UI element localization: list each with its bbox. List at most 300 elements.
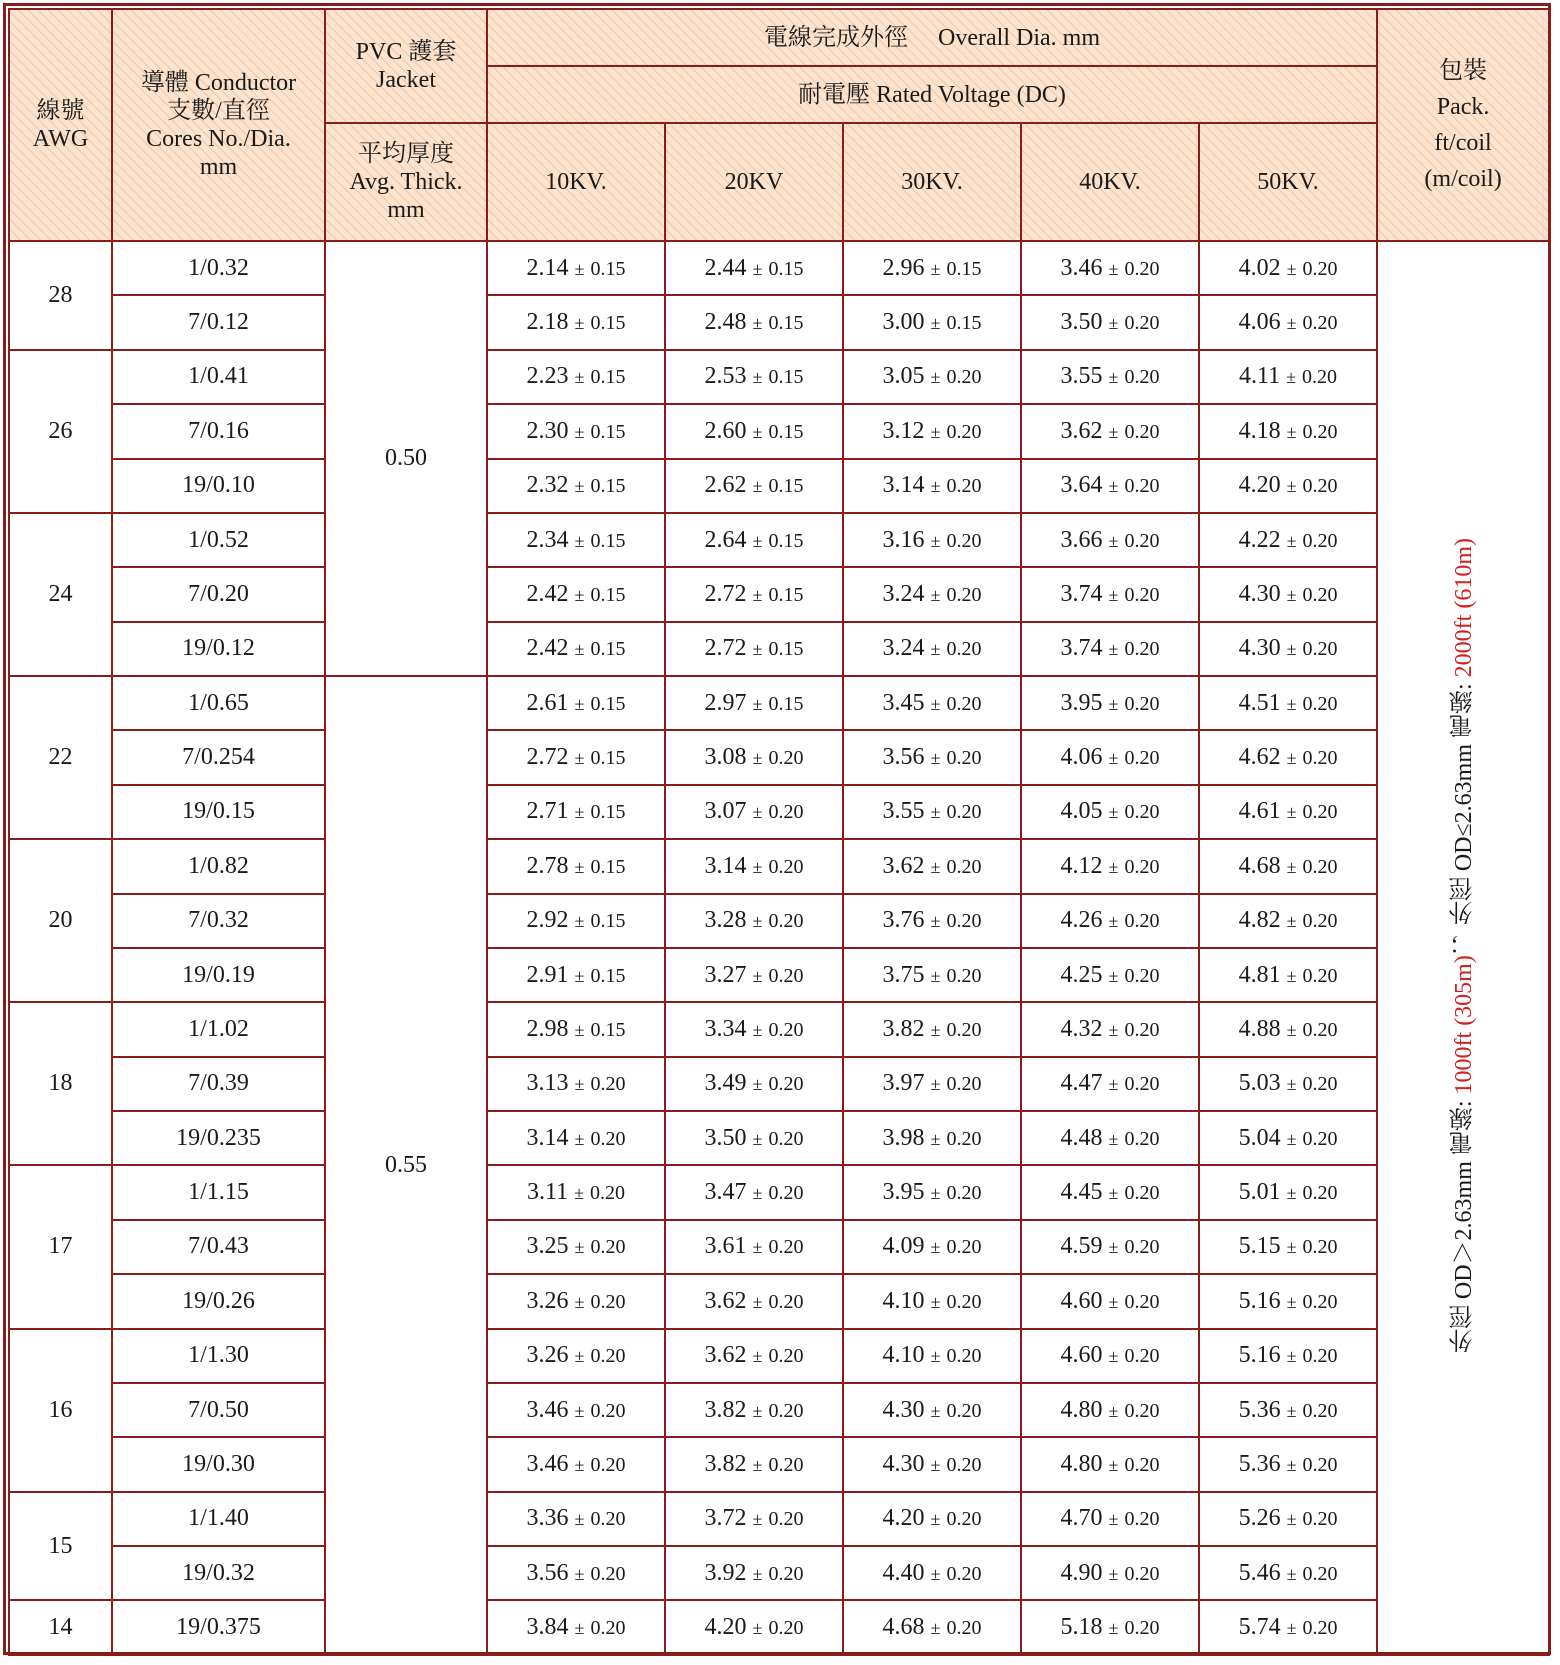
diameter-value: 3.12 bbox=[882, 417, 925, 444]
diameter-value: 2.42 bbox=[526, 580, 569, 607]
plus-minus-symbol: ± bbox=[930, 1128, 941, 1149]
diameter-cell bbox=[487, 1111, 665, 1165]
diameter-value: 4.59 bbox=[1060, 1233, 1103, 1260]
voltage-header-50kv: 50KV. bbox=[1199, 123, 1377, 241]
plus-minus-symbol: ± bbox=[752, 1291, 763, 1312]
diameter-cell bbox=[665, 1546, 843, 1600]
plus-minus-symbol: ± bbox=[574, 1237, 585, 1258]
tolerance-value: 0.15 bbox=[590, 583, 626, 606]
diameter-value: 3.26 bbox=[526, 1342, 569, 1369]
table-row bbox=[9, 1383, 1549, 1437]
diameter-cell bbox=[1021, 404, 1199, 458]
plus-minus-symbol: ± bbox=[1286, 1618, 1297, 1639]
tolerance-value: 0.20 bbox=[1124, 1562, 1160, 1585]
diameter-value: 4.02 bbox=[1238, 254, 1281, 281]
awg-cell: 14 bbox=[9, 1600, 112, 1655]
diameter-cell bbox=[1021, 295, 1199, 349]
plus-minus-symbol: ± bbox=[1286, 1128, 1297, 1149]
diameter-cell bbox=[487, 1057, 665, 1111]
plus-minus-symbol: ± bbox=[1108, 584, 1119, 605]
avg-thick-header bbox=[325, 123, 487, 241]
tolerance-value: 0.20 bbox=[1302, 366, 1338, 389]
tolerance-value: 0.20 bbox=[946, 1562, 982, 1585]
plus-minus-symbol: ± bbox=[930, 693, 941, 714]
conductor-header-line2: 支數/直徑 bbox=[167, 98, 270, 124]
tolerance-value: 0.20 bbox=[590, 1617, 626, 1640]
tolerance-value: 0.20 bbox=[1124, 1182, 1160, 1205]
pack-header bbox=[1377, 9, 1549, 241]
diameter-value: 3.62 bbox=[882, 852, 925, 879]
plus-minus-symbol: ± bbox=[930, 476, 941, 497]
conductor-cell: 1/1.30 bbox=[112, 1329, 325, 1383]
table-row bbox=[9, 1274, 1549, 1328]
tolerance-value: 0.20 bbox=[946, 1236, 982, 1259]
diameter-value: 4.60 bbox=[1060, 1342, 1103, 1369]
tolerance-value: 0.20 bbox=[1302, 312, 1338, 335]
plus-minus-symbol: ± bbox=[752, 856, 763, 877]
tolerance-value: 0.20 bbox=[768, 1073, 804, 1096]
plus-minus-symbol: ± bbox=[1286, 1509, 1297, 1530]
plus-minus-symbol: ± bbox=[930, 1183, 941, 1204]
diameter-cell bbox=[1021, 1274, 1199, 1328]
diameter-cell bbox=[487, 1437, 665, 1491]
plus-minus-symbol: ± bbox=[574, 639, 585, 660]
diameter-value: 3.92 bbox=[704, 1559, 747, 1586]
table-row bbox=[9, 1437, 1549, 1491]
pack-note-cell bbox=[1377, 241, 1549, 1655]
diameter-value: 2.71 bbox=[526, 798, 569, 825]
diameter-value: 4.11 bbox=[1239, 363, 1281, 390]
plus-minus-symbol: ± bbox=[930, 639, 941, 660]
plus-minus-symbol: ± bbox=[752, 693, 763, 714]
diameter-value: 4.12 bbox=[1060, 852, 1103, 879]
diameter-value: 5.46 bbox=[1238, 1559, 1281, 1586]
diameter-cell bbox=[665, 948, 843, 1002]
plus-minus-symbol: ± bbox=[752, 1563, 763, 1584]
plus-minus-symbol: ± bbox=[930, 1019, 941, 1040]
diameter-cell bbox=[487, 1329, 665, 1383]
diameter-cell bbox=[1021, 459, 1199, 513]
diameter-value: 2.42 bbox=[526, 635, 569, 662]
awg-cell: 18 bbox=[9, 1002, 112, 1165]
conductor-header-line3: Cores No./Dia. bbox=[146, 126, 291, 152]
diameter-cell bbox=[665, 404, 843, 458]
plus-minus-symbol: ± bbox=[752, 965, 763, 986]
diameter-value: 5.04 bbox=[1238, 1124, 1281, 1151]
tolerance-value: 0.20 bbox=[1124, 1127, 1160, 1150]
tolerance-value: 0.20 bbox=[768, 910, 804, 933]
conductor-cell: 19/0.15 bbox=[112, 785, 325, 839]
diameter-cell bbox=[1199, 676, 1377, 730]
tolerance-value: 0.20 bbox=[946, 1345, 982, 1368]
plus-minus-symbol: ± bbox=[1108, 639, 1119, 660]
diameter-value: 4.25 bbox=[1060, 961, 1103, 988]
pack-note-part2: 1000ft (305m) bbox=[1450, 955, 1477, 1095]
awg-cell: 22 bbox=[9, 676, 112, 839]
plus-minus-symbol: ± bbox=[752, 313, 763, 334]
plus-minus-symbol: ± bbox=[1108, 1400, 1119, 1421]
diameter-value: 3.74 bbox=[1060, 635, 1103, 662]
conductor-cell: 1/1.40 bbox=[112, 1492, 325, 1546]
plus-minus-symbol: ± bbox=[574, 530, 585, 551]
diameter-cell bbox=[487, 785, 665, 839]
conductor-header bbox=[112, 9, 325, 241]
tolerance-value: 0.20 bbox=[1124, 1236, 1160, 1259]
plus-minus-symbol: ± bbox=[1286, 476, 1297, 497]
plus-minus-symbol: ± bbox=[1286, 421, 1297, 442]
tolerance-value: 0.20 bbox=[1124, 312, 1160, 335]
diameter-value: 4.30 bbox=[882, 1396, 925, 1423]
tolerance-value: 0.15 bbox=[768, 583, 804, 606]
table-row bbox=[9, 1220, 1549, 1274]
plus-minus-symbol: ± bbox=[930, 1563, 941, 1584]
diameter-cell bbox=[1021, 1437, 1199, 1491]
conductor-cell: 7/0.16 bbox=[112, 404, 325, 458]
plus-minus-symbol: ± bbox=[1108, 1563, 1119, 1584]
diameter-cell bbox=[1199, 839, 1377, 893]
diameter-cell bbox=[843, 730, 1021, 784]
tolerance-value: 0.20 bbox=[1302, 855, 1338, 878]
plus-minus-symbol: ± bbox=[752, 639, 763, 660]
diameter-cell bbox=[487, 295, 665, 349]
diameter-value: 2.78 bbox=[526, 852, 569, 879]
diameter-cell bbox=[843, 350, 1021, 404]
diameter-cell bbox=[843, 1057, 1021, 1111]
jacket-thickness-cell: 0.50 bbox=[325, 241, 487, 676]
diameter-cell bbox=[843, 1600, 1021, 1655]
table-row bbox=[9, 622, 1549, 676]
diameter-cell bbox=[665, 295, 843, 349]
diameter-cell bbox=[843, 622, 1021, 676]
tolerance-value: 0.20 bbox=[1302, 1508, 1338, 1531]
conductor-cell: 7/0.12 bbox=[112, 295, 325, 349]
awg-cell: 28 bbox=[9, 241, 112, 350]
tolerance-value: 0.20 bbox=[1124, 583, 1160, 606]
tolerance-value: 0.20 bbox=[1124, 964, 1160, 987]
plus-minus-symbol: ± bbox=[1286, 1454, 1297, 1475]
conductor-header-line1: 導體 Conductor bbox=[140, 70, 297, 96]
tolerance-value: 0.20 bbox=[946, 692, 982, 715]
diameter-cell bbox=[1199, 785, 1377, 839]
diameter-value: 5.03 bbox=[1238, 1070, 1281, 1097]
diameter-cell bbox=[665, 730, 843, 784]
tolerance-value: 0.20 bbox=[1124, 1018, 1160, 1041]
tolerance-value: 0.20 bbox=[1302, 910, 1338, 933]
diameter-value: 3.46 bbox=[526, 1450, 569, 1477]
diameter-value: 2.61 bbox=[526, 689, 569, 716]
tolerance-value: 0.20 bbox=[1124, 638, 1160, 661]
tolerance-value: 0.15 bbox=[590, 964, 626, 987]
diameter-value: 3.46 bbox=[526, 1396, 569, 1423]
diameter-cell bbox=[665, 1111, 843, 1165]
pack-header-line2: Pack. bbox=[1436, 94, 1490, 120]
diameter-cell bbox=[665, 459, 843, 513]
diameter-value: 3.45 bbox=[882, 689, 925, 716]
diameter-cell bbox=[1199, 1165, 1377, 1219]
tolerance-value: 0.20 bbox=[768, 855, 804, 878]
tolerance-value: 0.20 bbox=[946, 420, 982, 443]
awg-cell: 17 bbox=[9, 1165, 112, 1328]
wire-spec-table bbox=[8, 8, 1550, 1656]
diameter-cell bbox=[843, 241, 1021, 295]
diameter-value: 3.24 bbox=[882, 635, 925, 662]
diameter-value: 5.15 bbox=[1238, 1233, 1281, 1260]
plus-minus-symbol: ± bbox=[1108, 1237, 1119, 1258]
tolerance-value: 0.20 bbox=[590, 1399, 626, 1422]
tolerance-value: 0.20 bbox=[946, 638, 982, 661]
tolerance-value: 0.20 bbox=[768, 1236, 804, 1259]
plus-minus-symbol: ± bbox=[574, 802, 585, 823]
pack-note-part1: 外徑 OD＞2.63mm 電線: bbox=[1450, 1094, 1477, 1354]
plus-minus-symbol: ± bbox=[930, 1400, 941, 1421]
plus-minus-symbol: ± bbox=[752, 1454, 763, 1475]
plus-minus-symbol: ± bbox=[574, 1618, 585, 1639]
diameter-cell bbox=[665, 1220, 843, 1274]
diameter-cell bbox=[1199, 459, 1377, 513]
tolerance-value: 0.20 bbox=[768, 747, 804, 770]
diameter-value: 3.84 bbox=[526, 1614, 569, 1641]
plus-minus-symbol: ± bbox=[1286, 584, 1297, 605]
plus-minus-symbol: ± bbox=[1286, 258, 1297, 279]
tolerance-value: 0.20 bbox=[1302, 529, 1338, 552]
tolerance-value: 0.20 bbox=[768, 1453, 804, 1476]
tolerance-value: 0.15 bbox=[590, 475, 626, 498]
conductor-cell: 7/0.39 bbox=[112, 1057, 325, 1111]
table-row bbox=[9, 785, 1549, 839]
tolerance-value: 0.20 bbox=[1302, 692, 1338, 715]
tolerance-value: 0.20 bbox=[590, 1345, 626, 1368]
diameter-cell bbox=[1199, 350, 1377, 404]
diameter-value: 5.36 bbox=[1238, 1396, 1281, 1423]
tolerance-value: 0.20 bbox=[1302, 257, 1338, 280]
tolerance-value: 0.15 bbox=[768, 692, 804, 715]
conductor-cell: 1/0.82 bbox=[112, 839, 325, 893]
diameter-value: 3.82 bbox=[704, 1396, 747, 1423]
diameter-value: 4.68 bbox=[882, 1614, 925, 1641]
tolerance-value: 0.20 bbox=[1124, 1453, 1160, 1476]
diameter-value: 3.55 bbox=[882, 798, 925, 825]
diameter-value: 2.18 bbox=[526, 309, 569, 336]
tolerance-value: 0.20 bbox=[946, 529, 982, 552]
diameter-value: 3.74 bbox=[1060, 580, 1103, 607]
diameter-value: 3.56 bbox=[882, 744, 925, 771]
plus-minus-symbol: ± bbox=[1286, 911, 1297, 932]
table-row bbox=[9, 513, 1549, 567]
plus-minus-symbol: ± bbox=[1108, 693, 1119, 714]
diameter-value: 4.20 bbox=[704, 1614, 747, 1641]
diameter-cell bbox=[487, 622, 665, 676]
diameter-cell bbox=[1199, 730, 1377, 784]
diameter-value: 2.97 bbox=[704, 689, 747, 716]
plus-minus-symbol: ± bbox=[752, 476, 763, 497]
plus-minus-symbol: ± bbox=[930, 1346, 941, 1367]
diameter-value: 4.45 bbox=[1060, 1179, 1103, 1206]
jacket-header-line2: Jacket bbox=[376, 67, 436, 93]
tolerance-value: 0.20 bbox=[1302, 747, 1338, 770]
tolerance-value: 0.20 bbox=[590, 1508, 626, 1531]
diameter-value: 3.50 bbox=[1060, 309, 1103, 336]
diameter-value: 2.32 bbox=[526, 472, 569, 499]
plus-minus-symbol: ± bbox=[930, 421, 941, 442]
plus-minus-symbol: ± bbox=[1108, 1618, 1119, 1639]
diameter-cell bbox=[487, 730, 665, 784]
plus-minus-symbol: ± bbox=[574, 1509, 585, 1530]
diameter-cell bbox=[487, 1220, 665, 1274]
diameter-value: 2.96 bbox=[882, 254, 925, 281]
tolerance-value: 0.15 bbox=[590, 420, 626, 443]
table-row bbox=[9, 1546, 1549, 1600]
conductor-cell: 7/0.50 bbox=[112, 1383, 325, 1437]
diameter-cell bbox=[665, 1274, 843, 1328]
tolerance-value: 0.20 bbox=[946, 1182, 982, 1205]
diameter-cell bbox=[843, 295, 1021, 349]
tolerance-value: 0.20 bbox=[946, 964, 982, 987]
awg-cell: 20 bbox=[9, 839, 112, 1002]
diameter-value: 5.18 bbox=[1060, 1614, 1103, 1641]
diameter-cell bbox=[487, 1492, 665, 1546]
tolerance-value: 0.15 bbox=[768, 475, 804, 498]
diameter-value: 4.18 bbox=[1238, 417, 1281, 444]
table-row bbox=[9, 1165, 1549, 1219]
diameter-value: 3.72 bbox=[704, 1505, 747, 1532]
tolerance-value: 0.15 bbox=[768, 312, 804, 335]
tolerance-value: 0.15 bbox=[590, 366, 626, 389]
pack-header-line3: ft/coil bbox=[1434, 130, 1492, 156]
tolerance-value: 0.20 bbox=[768, 964, 804, 987]
diameter-cell bbox=[1021, 622, 1199, 676]
diameter-cell bbox=[1021, 1002, 1199, 1056]
diameter-cell bbox=[1199, 1002, 1377, 1056]
plus-minus-symbol: ± bbox=[1286, 1237, 1297, 1258]
plus-minus-symbol: ± bbox=[930, 802, 941, 823]
diameter-value: 3.26 bbox=[526, 1287, 569, 1314]
diameter-value: 2.72 bbox=[704, 635, 747, 662]
diameter-cell bbox=[487, 241, 665, 295]
diameter-cell bbox=[1199, 241, 1377, 295]
diameter-cell bbox=[487, 1165, 665, 1219]
plus-minus-symbol: ± bbox=[1108, 367, 1119, 388]
diameter-value: 3.98 bbox=[882, 1124, 925, 1151]
tolerance-value: 0.20 bbox=[946, 801, 982, 824]
plus-minus-symbol: ± bbox=[1108, 802, 1119, 823]
table-row bbox=[9, 1492, 1549, 1546]
diameter-cell bbox=[487, 676, 665, 730]
diameter-cell bbox=[843, 839, 1021, 893]
tolerance-value: 0.20 bbox=[1302, 1399, 1338, 1422]
awg-header-zh: 線號 bbox=[36, 98, 85, 124]
tolerance-value: 0.20 bbox=[590, 1182, 625, 1205]
diameter-value: 4.05 bbox=[1060, 798, 1103, 825]
diameter-value: 3.47 bbox=[704, 1179, 747, 1206]
plus-minus-symbol: ± bbox=[574, 1183, 584, 1204]
tolerance-value: 0.15 bbox=[590, 529, 626, 552]
diameter-value: 3.61 bbox=[704, 1233, 747, 1260]
table-row bbox=[9, 459, 1549, 513]
pack-note-part4: 2000ft (610m) bbox=[1450, 537, 1477, 678]
diameter-cell bbox=[665, 622, 843, 676]
diameter-value: 4.09 bbox=[882, 1233, 925, 1260]
diameter-value: 4.30 bbox=[882, 1450, 925, 1477]
diameter-value: 4.22 bbox=[1238, 526, 1281, 553]
diameter-cell bbox=[1199, 1111, 1377, 1165]
tolerance-value: 0.20 bbox=[1302, 1453, 1338, 1476]
diameter-cell bbox=[1021, 1329, 1199, 1383]
diameter-value: 2.91 bbox=[526, 961, 569, 988]
tolerance-value: 0.20 bbox=[946, 747, 982, 770]
plus-minus-symbol: ± bbox=[1108, 258, 1119, 279]
diameter-value: 2.34 bbox=[526, 526, 569, 553]
diameter-cell bbox=[1199, 567, 1377, 621]
tolerance-value: 0.20 bbox=[768, 1018, 804, 1041]
diameter-cell bbox=[1021, 1057, 1199, 1111]
table-row bbox=[9, 350, 1549, 404]
plus-minus-symbol: ± bbox=[574, 748, 585, 769]
table-row bbox=[9, 1057, 1549, 1111]
diameter-value: 4.20 bbox=[882, 1505, 925, 1532]
diameter-value: 4.90 bbox=[1060, 1559, 1103, 1586]
diameter-cell bbox=[1199, 1546, 1377, 1600]
plus-minus-symbol: ± bbox=[1108, 530, 1119, 551]
diameter-value: 3.14 bbox=[526, 1124, 569, 1151]
tolerance-value: 0.20 bbox=[1302, 964, 1338, 987]
diameter-cell bbox=[1199, 1220, 1377, 1274]
tolerance-value: 0.20 bbox=[1302, 801, 1338, 824]
conductor-cell: 19/0.10 bbox=[112, 459, 325, 513]
tolerance-value: 0.20 bbox=[1302, 1562, 1338, 1585]
tolerance-value: 0.20 bbox=[768, 1127, 804, 1150]
plus-minus-symbol: ± bbox=[574, 1400, 585, 1421]
diameter-value: 4.80 bbox=[1060, 1450, 1103, 1477]
plus-minus-symbol: ± bbox=[1286, 530, 1297, 551]
diameter-value: 3.08 bbox=[704, 744, 747, 771]
plus-minus-symbol: ± bbox=[930, 856, 941, 877]
diameter-cell bbox=[1021, 1383, 1199, 1437]
tolerance-value: 0.20 bbox=[946, 1290, 982, 1313]
diameter-cell bbox=[1021, 513, 1199, 567]
diameter-value: 4.10 bbox=[882, 1287, 925, 1314]
diameter-cell bbox=[1199, 1437, 1377, 1491]
diameter-value: 2.64 bbox=[704, 526, 747, 553]
tolerance-value: 0.15 bbox=[946, 312, 982, 335]
plus-minus-symbol: ± bbox=[1108, 748, 1119, 769]
diameter-value: 3.64 bbox=[1060, 472, 1103, 499]
overall-dia-header: 電線完成外徑 Overall Dia. mm bbox=[487, 9, 1377, 66]
diameter-cell bbox=[1021, 1600, 1199, 1655]
plus-minus-symbol: ± bbox=[1286, 965, 1297, 986]
conductor-cell: 1/1.15 bbox=[112, 1165, 325, 1219]
plus-minus-symbol: ± bbox=[930, 313, 941, 334]
plus-minus-symbol: ± bbox=[752, 584, 763, 605]
plus-minus-symbol: ± bbox=[930, 530, 941, 551]
plus-minus-symbol: ± bbox=[752, 911, 763, 932]
diameter-cell bbox=[487, 1600, 665, 1655]
tolerance-value: 0.20 bbox=[768, 1399, 804, 1422]
diameter-cell bbox=[487, 894, 665, 948]
plus-minus-symbol: ± bbox=[1286, 367, 1297, 388]
tolerance-value: 0.20 bbox=[1124, 475, 1160, 498]
tolerance-value: 0.20 bbox=[768, 1508, 804, 1531]
tolerance-value: 0.15 bbox=[590, 312, 626, 335]
diameter-cell bbox=[1021, 785, 1199, 839]
diameter-cell bbox=[1021, 1492, 1199, 1546]
voltage-header-10kv: 10KV. bbox=[487, 123, 665, 241]
diameter-value: 3.95 bbox=[882, 1179, 925, 1206]
diameter-value: 2.23 bbox=[526, 363, 569, 390]
tolerance-value: 0.20 bbox=[1124, 1508, 1160, 1531]
diameter-value: 4.82 bbox=[1238, 907, 1281, 934]
plus-minus-symbol: ± bbox=[1286, 639, 1297, 660]
plus-minus-symbol: ± bbox=[930, 748, 941, 769]
